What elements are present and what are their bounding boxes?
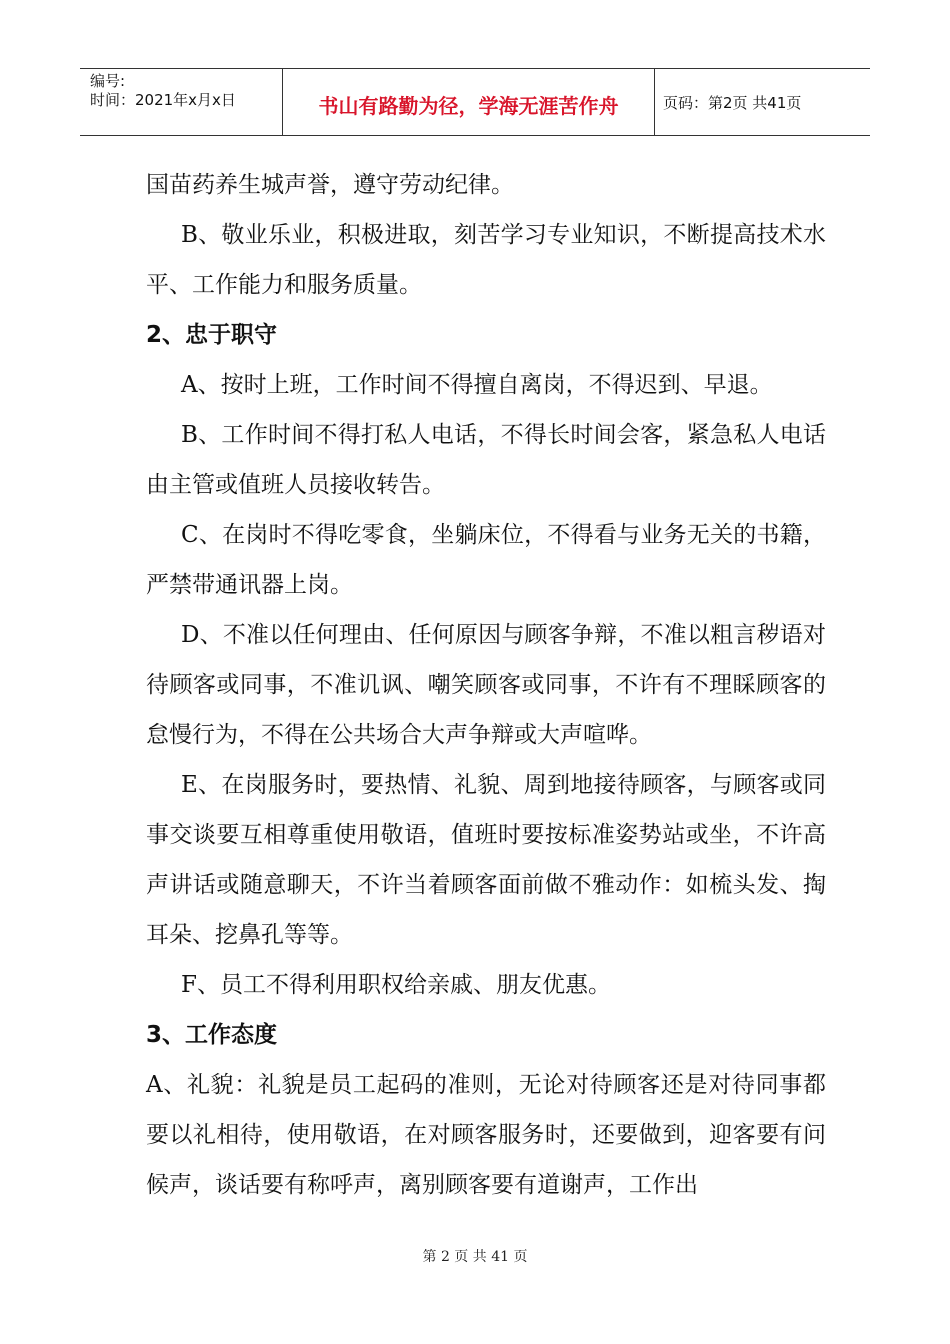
header-page-info: 页码：第2页 共41页 <box>663 93 802 112</box>
paragraph: A、按时上班，工作时间不得擅自离岗，不得迟到、早退。 <box>181 372 773 398</box>
paragraph: D、不准以任何理由、任何原因与顾客争辩，不准以粗言秽语对待顾客或同事，不准讥讽、嘲笑顾客或同事，不许有不理睬顾客的怠慢行为，不得在公共场合大声争辩或大声喧哗。 <box>146 622 826 748</box>
paragraph: B、敬业乐业，积极进取，刻苦学习专业知识，不断提高技术水平、工作能力和服务质量。 <box>146 222 826 298</box>
section-heading: 2、忠于职守 <box>146 322 278 348</box>
paragraph: F、员工不得利用职权给亲戚、朋友优惠。 <box>181 972 611 998</box>
paragraph: E、在岗服务时，要热情、礼貌、周到地接待顾客，与顾客或同事交谈要互相尊重使用敬语，值班时要按标准姿势站或坐，不许高声讲话或随意聊天，不许当着顾客面前做不雅动作：如梳头发、掏耳朵、挖鼻孔等等。 <box>146 772 826 948</box>
page-header <box>80 68 870 136</box>
header-motto: 书山有路勤为径，学海无涯苦作舟 <box>283 69 655 135</box>
paragraph: 国苗药养生城声誉，遵守劳动纪律。 <box>146 172 514 198</box>
document-body <box>146 160 826 1210</box>
document-date: 时间：2021年x月x日 <box>90 91 236 109</box>
header-meta <box>80 69 283 135</box>
page-footer: 第 2 页 共 41 页 <box>422 1249 528 1265</box>
paragraph: C、在岗时不得吃零食，坐躺床位，不得看与业务无关的书籍，严禁带通讯器上岗。 <box>146 522 826 598</box>
paragraph: B、工作时间不得打私人电话，不得长时间会客，紧急私人电话由主管或值班人员接收转告。 <box>146 422 826 498</box>
paragraph: A、礼貌：礼貌是员工起码的准则，无论对待顾客还是对待同事都要以礼相待，使用敬语，在对顾客服务时，还要做到，迎客要有问候声，谈话要有称呼声，离别顾客要有道谢声，工作出 <box>146 1072 826 1198</box>
section-heading: 3、工作态度 <box>146 1022 278 1048</box>
document-number-label: 编号: <box>90 72 126 90</box>
